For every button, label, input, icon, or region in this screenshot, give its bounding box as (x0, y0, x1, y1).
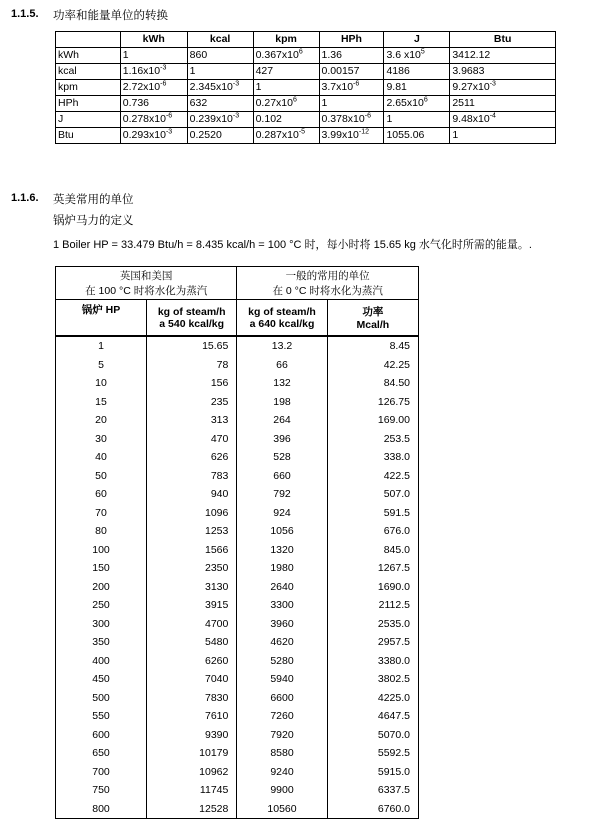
header-group-uk-us-line2: 在 100 °C 时将水化为蒸汽 (85, 285, 208, 297)
boiler-row (56, 596, 419, 615)
steam-640-cell: 4620 (237, 633, 327, 652)
conversion-cell: $9.48x10^{-4}$ (450, 112, 556, 128)
steam-540-cell: 10962 (147, 763, 237, 782)
conversion-cell: $9.27x10^{-3}$ (450, 80, 556, 96)
boiler-hp-cell: 400 (56, 652, 147, 671)
steam-640-cell: 1320 (237, 541, 327, 560)
conversion-cell: 632 (187, 96, 253, 112)
conversion-row (56, 48, 556, 64)
conversion-cell: 0.00157 (319, 64, 384, 80)
conversion-cell: 3.6 $x10^5$ (384, 48, 450, 64)
power-cell: 5070.0 (327, 726, 418, 745)
conversion-cell: $2.72x10^{-6}$ (120, 80, 187, 96)
header-group-common-line1: 一般的常用的单位 (285, 270, 370, 282)
power-cell: 2957.5 (327, 633, 418, 652)
boiler-hp-cell: 100 (56, 541, 147, 560)
conversion-row (56, 96, 556, 112)
steam-540-cell: 7610 (147, 707, 237, 726)
boiler-row (56, 504, 419, 523)
steam-640-cell: 13.2 (237, 336, 327, 356)
conversion-cell: 1.36 (319, 48, 384, 64)
header-group-uk-us (56, 267, 237, 300)
column-header-power (327, 300, 418, 337)
power-cell: 338.0 (327, 448, 418, 467)
steam-640-cell: 9240 (237, 763, 327, 782)
boiler-hp-cell: 80 (56, 522, 147, 541)
exponent: -5 (298, 128, 306, 136)
conversion-column-header: Btu (450, 32, 556, 48)
boiler-hp-cell: 250 (56, 596, 147, 615)
conversion-cell: $2.345x10^{-3}$ (187, 80, 253, 96)
conversion-cell: $2.65x10^6$ (384, 96, 450, 112)
power-cell: 507.0 (327, 485, 418, 504)
boiler-hp-cell: 50 (56, 467, 147, 486)
conversion-column-header: HPh (319, 32, 384, 48)
conversion-cell: 3412.12 (450, 48, 556, 64)
steam-540-cell: 1253 (147, 522, 237, 541)
conversion-row (56, 112, 556, 128)
boiler-hp-cell: 750 (56, 781, 147, 800)
conversion-column-header: kpm (253, 32, 319, 48)
power-cell: 6760.0 (327, 800, 418, 819)
boiler-row (56, 522, 419, 541)
boiler-row (56, 467, 419, 486)
steam-640-cell: 3300 (237, 596, 327, 615)
power-cell: 169.00 (327, 411, 418, 430)
header-group-uk-us-line1: 英国和美国 (119, 270, 173, 282)
boiler-row (56, 707, 419, 726)
power-cell: 422.5 (327, 467, 418, 486)
conversion-cell: $3.99x10^{-12}$ (319, 128, 384, 144)
steam-540-cell: 7830 (147, 689, 237, 708)
conversion-cell: 860 (187, 48, 253, 64)
boiler-hp-cell: 30 (56, 430, 147, 449)
boiler-row (56, 633, 419, 652)
boiler-hp-cell: 20 (56, 411, 147, 430)
conversion-column-header (56, 32, 121, 48)
boiler-row (56, 689, 419, 708)
header-group-common (237, 267, 419, 300)
conversion-cell: $0.367x10^6$ (253, 48, 319, 64)
exponent: -3 (232, 112, 240, 120)
conversion-cell: 2511 (450, 96, 556, 112)
boiler-hp-cell: 650 (56, 744, 147, 763)
section-number-116: 1.1.6. (11, 192, 39, 204)
boiler-row (56, 541, 419, 560)
column-header-steam-640-line2: a 640 kcal/kg (249, 317, 315, 330)
exponent: 6 (423, 96, 428, 104)
boiler-row (56, 411, 419, 430)
steam-540-cell: 783 (147, 467, 237, 486)
steam-640-cell: 7920 (237, 726, 327, 745)
column-header-boiler-hp: 锅炉 HP (56, 300, 147, 337)
conversion-cell: $3.7x10^{-6}$ (319, 80, 384, 96)
conversion-row-unit: Btu (56, 128, 121, 144)
column-header-steam-640 (237, 300, 327, 337)
conversion-column-header: J (384, 32, 450, 48)
conversion-cell: $0.278x10^{-6}$ (120, 112, 187, 128)
boiler-row (56, 448, 419, 467)
exponent: -6 (165, 112, 173, 120)
steam-640-cell: 264 (237, 411, 327, 430)
conversion-cell: 0.102 (253, 112, 319, 128)
boiler-row (56, 726, 419, 745)
steam-640-cell: 8580 (237, 744, 327, 763)
boiler-hp-cell: 15 (56, 393, 147, 412)
conversion-cell: 9.81 (384, 80, 450, 96)
steam-540-cell: 11745 (147, 781, 237, 800)
boiler-row (56, 744, 419, 763)
steam-540-cell: 470 (147, 430, 237, 449)
steam-640-cell: 198 (237, 393, 327, 412)
steam-540-cell: 2350 (147, 559, 237, 578)
steam-640-cell: 792 (237, 485, 327, 504)
boiler-hp-cell: 150 (56, 559, 147, 578)
section-title-116: 英美常用的单位 (53, 194, 134, 206)
steam-540-cell: 12528 (147, 800, 237, 819)
power-cell: 42.25 (327, 356, 418, 375)
steam-640-cell: 6600 (237, 689, 327, 708)
exponent: -3 (160, 64, 167, 72)
steam-640-cell: 1980 (237, 559, 327, 578)
steam-540-cell: 10179 (147, 744, 237, 763)
conversion-cell: 427 (253, 64, 319, 80)
conversion-cell: 1 (319, 96, 384, 112)
boiler-hp-cell: 300 (56, 615, 147, 634)
column-header-steam-540-line2: a 540 kcal/kg (159, 317, 225, 330)
section-title-115: 功率和能量单位的转换 (53, 10, 168, 22)
exponent: -3 (489, 80, 496, 88)
conversion-row-unit: kcal (56, 64, 121, 80)
exponent: 6 (298, 48, 303, 56)
exponent: -4 (489, 112, 496, 120)
boiler-row (56, 559, 419, 578)
section-number-115: 1.1.5. (11, 8, 39, 20)
boiler-hp-cell: 1 (56, 336, 147, 356)
boiler-hp-cell: 40 (56, 448, 147, 467)
power-cell: 4225.0 (327, 689, 418, 708)
power-cell: 4647.5 (327, 707, 418, 726)
power-cell: 8.45 (327, 336, 418, 356)
boiler-row (56, 763, 419, 782)
conversion-header-row (56, 32, 556, 48)
boiler-row (56, 578, 419, 597)
power-cell: 5592.5 (327, 744, 418, 763)
steam-540-cell: 5480 (147, 633, 237, 652)
steam-540-cell: 626 (147, 448, 237, 467)
power-cell: 2535.0 (327, 615, 418, 634)
power-cell: 5915.0 (327, 763, 418, 782)
steam-540-cell: 1096 (147, 504, 237, 523)
conversion-cell: 1 (450, 128, 556, 144)
conversion-cell: $0.27x10^6$ (253, 96, 319, 112)
steam-640-cell: 3960 (237, 615, 327, 634)
conversion-row-unit: HPh (56, 96, 121, 112)
steam-540-cell: 4700 (147, 615, 237, 634)
steam-540-cell: 78 (147, 356, 237, 375)
conversion-cell: 0.736 (120, 96, 187, 112)
column-header-steam-540-line1: kg of steam/h (157, 305, 226, 318)
boiler-row (56, 430, 419, 449)
boiler-row (56, 781, 419, 800)
steam-640-cell: 1056 (237, 522, 327, 541)
column-header-steam-540 (147, 300, 237, 337)
boiler-hp-cell: 70 (56, 504, 147, 523)
power-cell: 676.0 (327, 522, 418, 541)
boiler-definition-formula: 1 Boiler HP = 33.479 Btu/h = 8.435 kcal/h = 100 °C 时，每小时将 15.65 kg 水气化时所需的能量。. (53, 239, 532, 251)
boiler-row (56, 485, 419, 504)
exponent: -3 (232, 80, 240, 88)
boiler-hp-cell: 800 (56, 800, 147, 819)
boiler-hp-cell: 60 (56, 485, 147, 504)
steam-640-cell: 528 (237, 448, 327, 467)
boiler-hp-cell: 600 (56, 726, 147, 745)
steam-540-cell: 7040 (147, 670, 237, 689)
power-cell: 845.0 (327, 541, 418, 560)
steam-540-cell: 940 (147, 485, 237, 504)
power-cell: 3802.5 (327, 670, 418, 689)
power-cell: 591.5 (327, 504, 418, 523)
steam-640-cell: 7260 (237, 707, 327, 726)
conversion-row-unit: J (56, 112, 121, 128)
boiler-row (56, 374, 419, 393)
conversion-table (55, 31, 556, 144)
boiler-row (56, 336, 419, 356)
power-cell: 1267.5 (327, 559, 418, 578)
conversion-cell: $1.16x10^{-3}$ (120, 64, 187, 80)
conversion-cell: 1 (384, 112, 450, 128)
column-header-power-line1: 功率 (362, 306, 384, 318)
conversion-cell: 0.2520 (187, 128, 253, 144)
boiler-hp-table (55, 266, 419, 819)
boiler-hp-cell: 350 (56, 633, 147, 652)
steam-540-cell: 156 (147, 374, 237, 393)
steam-640-cell: 2640 (237, 578, 327, 597)
conversion-cell: 3.9683 (450, 64, 556, 80)
conversion-cell: 1 (253, 80, 319, 96)
steam-540-cell: 6260 (147, 652, 237, 671)
conversion-cell: 1 (120, 48, 187, 64)
column-header-power-line2: Mcal/h (356, 319, 390, 331)
steam-640-cell: 660 (237, 467, 327, 486)
conversion-cell: 1 (187, 64, 253, 80)
steam-540-cell: 313 (147, 411, 237, 430)
conversion-row-unit: kpm (56, 80, 121, 96)
conversion-column-header: kcal (187, 32, 253, 48)
exponent: 5 (420, 48, 425, 56)
power-cell: 2112.5 (327, 596, 418, 615)
boiler-hp-cell: 200 (56, 578, 147, 597)
conversion-row-unit: kWh (56, 48, 121, 64)
boiler-hp-cell: 5 (56, 356, 147, 375)
steam-540-cell: 3915 (147, 596, 237, 615)
steam-640-cell: 66 (237, 356, 327, 375)
power-cell: 6337.5 (327, 781, 418, 800)
header-group-common-line2: 在 0 °C 时将水化为蒸汽 (272, 285, 383, 297)
exponent: -12 (358, 128, 370, 136)
steam-640-cell: 5940 (237, 670, 327, 689)
steam-640-cell: 132 (237, 374, 327, 393)
steam-540-cell: 9390 (147, 726, 237, 745)
boiler-row (56, 800, 419, 819)
boiler-row (56, 356, 419, 375)
conversion-row (56, 128, 556, 144)
power-cell: 253.5 (327, 430, 418, 449)
boiler-hp-cell: 700 (56, 763, 147, 782)
conversion-cell: $0.239x10^{-3}$ (187, 112, 253, 128)
exponent: -6 (353, 80, 360, 88)
power-cell: 84.50 (327, 374, 418, 393)
conversion-cell: $0.293x10^{-3}$ (120, 128, 187, 144)
conversion-row (56, 64, 556, 80)
steam-540-cell: 235 (147, 393, 237, 412)
boiler-hp-cell: 500 (56, 689, 147, 708)
exponent: 6 (292, 96, 297, 104)
exponent: -6 (160, 80, 167, 88)
exponent: -3 (165, 128, 173, 136)
boiler-hp-cell: 550 (56, 707, 147, 726)
boiler-row (56, 652, 419, 671)
conversion-cell: 4186 (384, 64, 450, 80)
steam-540-cell: 1566 (147, 541, 237, 560)
steam-640-cell: 924 (237, 504, 327, 523)
steam-540-cell: 15.65 (147, 336, 237, 356)
steam-640-cell: 5280 (237, 652, 327, 671)
exponent: -6 (364, 112, 371, 120)
conversion-row (56, 80, 556, 96)
steam-540-cell: 3130 (147, 578, 237, 597)
boiler-hp-cell: 10 (56, 374, 147, 393)
steam-640-cell: 10560 (237, 800, 327, 819)
power-cell: 3380.0 (327, 652, 418, 671)
column-header-steam-640-line1: kg of steam/h (248, 305, 316, 318)
boiler-row (56, 670, 419, 689)
steam-640-cell: 396 (237, 430, 327, 449)
boiler-row (56, 393, 419, 412)
power-cell: 126.75 (327, 393, 418, 412)
conversion-cell: 1055.06 (384, 128, 450, 144)
boiler-definition-subtitle: 锅炉马力的定义 (53, 215, 134, 227)
boiler-hp-cell: 450 (56, 670, 147, 689)
steam-640-cell: 9900 (237, 781, 327, 800)
conversion-cell: $0.378x10^{-6}$ (319, 112, 384, 128)
boiler-row (56, 615, 419, 634)
conversion-cell: $0.287x10^{-5}$ (253, 128, 319, 144)
conversion-column-header: kWh (120, 32, 187, 48)
power-cell: 1690.0 (327, 578, 418, 597)
